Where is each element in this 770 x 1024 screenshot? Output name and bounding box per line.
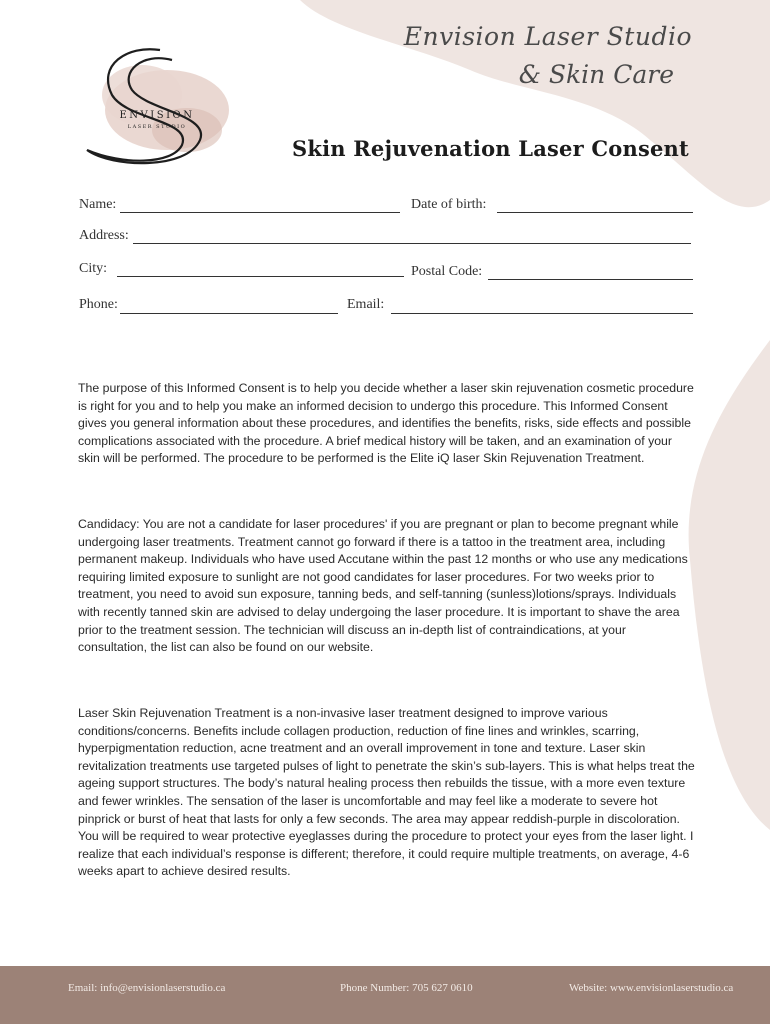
brand-name-line1: Envision Laser Studio bbox=[403, 22, 692, 51]
dob-label: Date of birth: bbox=[411, 197, 487, 212]
name-label: Name: bbox=[79, 197, 117, 212]
city-label: City: bbox=[79, 261, 108, 276]
email-field[interactable] bbox=[391, 313, 693, 314]
brand-name bbox=[404, 18, 692, 94]
document-title: Skin Rejuvenation Laser Consent bbox=[292, 136, 689, 161]
address-label: Address: bbox=[79, 228, 129, 243]
postal-code-label: Postal Code: bbox=[411, 264, 483, 279]
right-side-blob bbox=[689, 340, 770, 830]
brand-name-line2: & Skin Care bbox=[518, 60, 674, 89]
footer-email: Email: info@envisionlaserstudio.ca bbox=[68, 982, 226, 994]
footer-phone: Phone Number: 705 627 0610 bbox=[340, 982, 473, 994]
paragraph-candidacy: Candidacy: You are not a candidate for laser procedures' if you are pregnant or plan to become pregnant while undergoing laser treatments. Treatment cannot go forward if there is a tattoo in the treatment area, including permanent makeup. Individuals who have used Accutane within the past 12 months or who use any medications requiring limited exposure to sunlight are not good candidates for laser procedures. For two weeks prior to treatment, you need to avoid sun exposure, tanning beds, and self-tanning (sunless)lotions/sprays. Individuals with recently tanned skin are advised to delay undergoing the laser procedure. It is important to shave the area prior to the treatment session. The technician will discuss an in-depth list of contraindications, at your consultation, the list can also be found on our website. bbox=[78, 517, 688, 655]
footer-bar bbox=[0, 966, 770, 1024]
logo-text-sub: LASER STUDIO bbox=[127, 124, 187, 130]
postal-code-field[interactable] bbox=[488, 279, 693, 280]
phone-label: Phone: bbox=[79, 297, 118, 312]
footer-website: Website: www.envisionlaserstudio.ca bbox=[569, 982, 734, 994]
name-field[interactable] bbox=[120, 212, 400, 213]
logo-text-main: ENVISION bbox=[119, 110, 195, 121]
paragraph-informed-consent: The purpose of this Informed Consent is to help you decide whether a laser skin rejuvenation cosmetic procedure is right for you and to help you make an informed decision to undergo this procedure. This Informed Consent gives you general information about these procedures, and identifies the benefits, risks, side effects and possible complications associated with the procedure. A brief medical history will be taken, and an examination of your skin will be performed. The procedure to be performed is the Elite iQ laser Skin Rejuvenation Treatment. bbox=[78, 381, 694, 466]
phone-field[interactable] bbox=[120, 313, 338, 314]
city-field[interactable] bbox=[117, 276, 404, 277]
dob-field[interactable] bbox=[497, 212, 693, 213]
envision-logo bbox=[72, 40, 242, 170]
address-field[interactable] bbox=[133, 243, 691, 244]
email-label: Email: bbox=[347, 297, 385, 312]
paragraph-treatment-description: Laser Skin Rejuvenation Treatment is a non-invasive laser treatment designed to improve various conditions/concerns. Benefits include collagen production, reduction of fine lines and wrinkles, scarring, hyperpigmentation reduction, acne treatment and an overall improvement in tone and texture. Laser skin revitalization treatments use targeted pulses of light to penetrate the skin’s sub-layers. This is what helps treat the ageing support structures. The body’s natural healing process then rebuilds the tissue, with a more even texture and fewer wrinkles. The sensation of the laser is uncomfortable and may feel like a moderate to severe hot pinprick or burst of heat that lasts for only a few seconds. The area may appear reddish-purple in discoloration. You will be required to wear protective eyeglasses during the procedure to protect your eyes from the laser light. I realize that each individual’s response is different; therefore, it could require multiple treatments, on average, 4-6 weeks apart to achieve desired results. bbox=[78, 706, 695, 879]
